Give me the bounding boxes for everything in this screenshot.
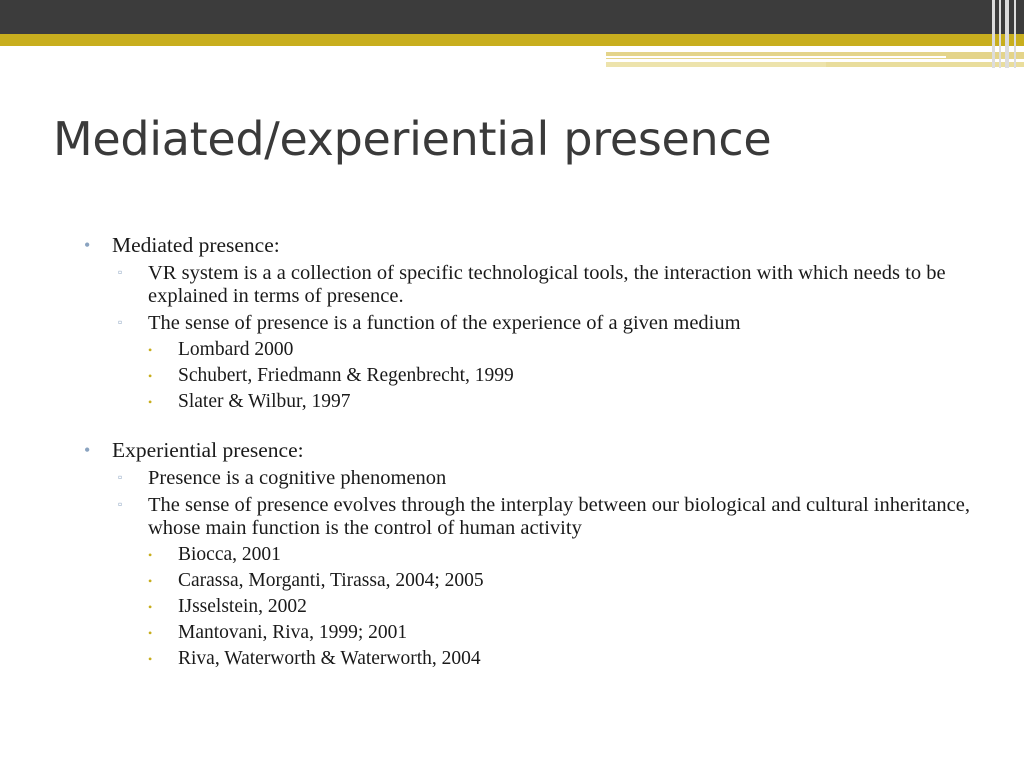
section-experiential — [84, 437, 984, 670]
section-heading: Experiential presence: — [112, 438, 304, 462]
sub-point-text: The sense of presence is a function of the experience of a given medium — [148, 312, 741, 334]
bullet-square-icon: ▫ — [118, 470, 123, 484]
reference-text: Mantovani, Riva, 1999; 2001 — [178, 622, 408, 643]
bullet-square-icon: ▫ — [118, 497, 123, 511]
reference-item — [148, 544, 984, 566]
bullet-small-dot-icon: • — [148, 652, 153, 666]
reference-item — [148, 339, 984, 361]
reference-item — [148, 648, 984, 670]
slide-title: Mediated/experiential presence — [53, 112, 772, 166]
reference-text: IJsselstein, 2002 — [178, 596, 307, 617]
gold-stripe — [606, 62, 826, 67]
section-mediated — [84, 232, 984, 413]
sub-point-text: The sense of presence evolves through the interplay between our biological and cultural inheritance, whose main function is the control of human activity — [148, 494, 970, 539]
bullet-square-icon: ▫ — [118, 265, 123, 279]
reference-item — [148, 570, 984, 592]
white-stripe — [606, 56, 946, 58]
bullet-list — [84, 232, 984, 670]
ref-list — [148, 544, 984, 670]
reference-item — [148, 596, 984, 618]
sub-point — [116, 262, 984, 308]
reference-text: Slater & Wilbur, 1997 — [178, 391, 351, 412]
bullet-square-icon: ▫ — [118, 315, 123, 329]
reference-text: Schubert, Friedmann & Regenbrecht, 1999 — [178, 365, 514, 386]
sub-list — [116, 467, 984, 670]
bullet-small-dot-icon: • — [148, 548, 153, 562]
bullet-dot-icon: • — [84, 440, 91, 460]
sub-point — [116, 467, 984, 490]
bullet-dot-icon: • — [84, 235, 91, 255]
sub-point-text: Presence is a cognitive phenomenon — [148, 467, 447, 489]
section-heading: Mediated presence: — [112, 233, 280, 257]
reference-text: Biocca, 2001 — [178, 544, 281, 565]
top-gold-bar — [0, 34, 1024, 46]
bullet-small-dot-icon: • — [148, 574, 153, 588]
top-dark-bar — [0, 0, 1024, 34]
reference-text: Carassa, Morganti, Tirassa, 2004; 2005 — [178, 570, 484, 591]
reference-text: Riva, Waterworth & Waterworth, 2004 — [178, 648, 481, 669]
sub-point — [116, 494, 984, 670]
bullet-small-dot-icon: • — [148, 343, 153, 357]
sub-point-text: VR system is a a collection of specific technological tools, the interaction with which needs to be explained in terms of presence. — [148, 262, 946, 307]
reference-item — [148, 365, 984, 387]
bullet-small-dot-icon: • — [148, 626, 153, 640]
vertical-lines-decoration — [990, 0, 1024, 68]
bullet-small-dot-icon: • — [148, 369, 153, 383]
ref-list — [148, 339, 984, 413]
reference-item — [148, 391, 984, 413]
sub-point — [116, 312, 984, 413]
slide-content — [84, 232, 984, 670]
sub-list — [116, 262, 984, 413]
reference-text: Lombard 2000 — [178, 339, 294, 360]
reference-item — [148, 622, 984, 644]
bullet-small-dot-icon: • — [148, 395, 153, 409]
bullet-small-dot-icon: • — [148, 600, 153, 614]
